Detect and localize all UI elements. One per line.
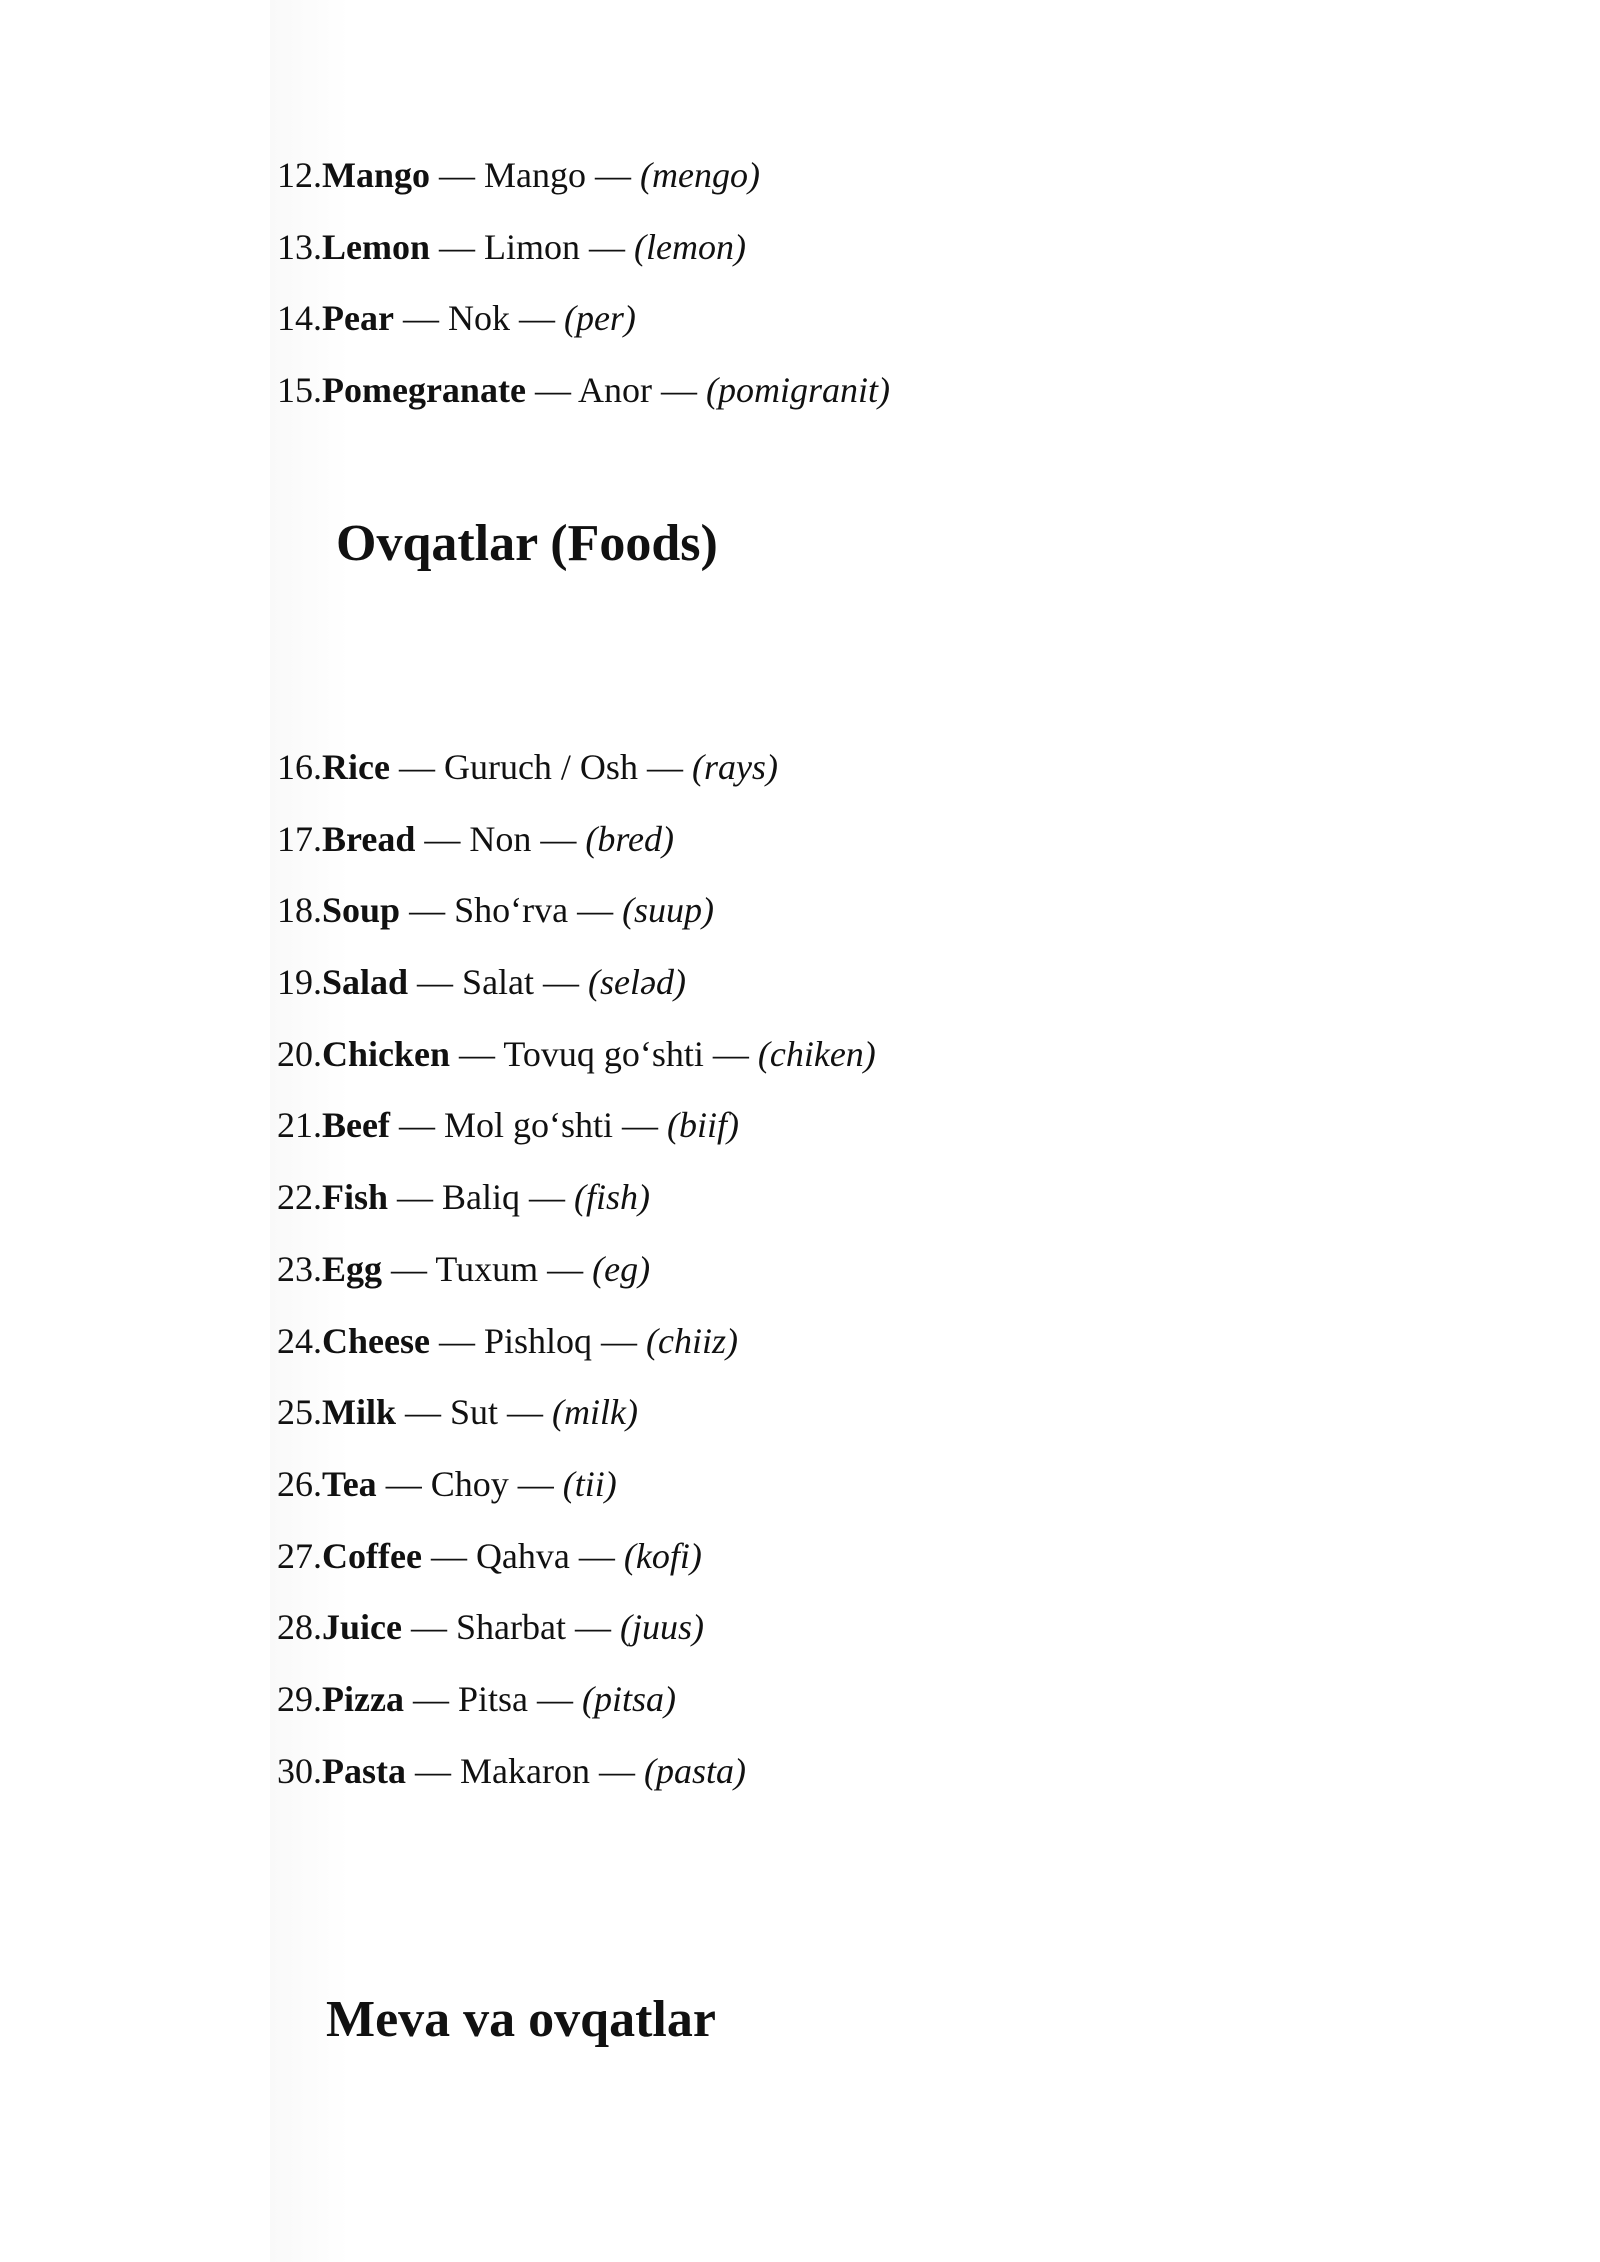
foods-section-heading: Ovqatlar (Foods) <box>336 515 718 572</box>
vocabulary-entry <box>277 1387 876 1459</box>
entry-number: 12. <box>277 155 322 195</box>
separator: — <box>589 1750 644 1791</box>
fruits-and-foods-heading: Meva va ovqatlar <box>326 1991 716 2048</box>
separator: — <box>382 1248 436 1289</box>
pronunciation: (rays) <box>691 747 778 787</box>
entry-number: 15. <box>277 370 322 411</box>
separator: — <box>421 1535 476 1576</box>
uzbek-translation: Sut <box>450 1392 499 1433</box>
separator: — <box>568 890 623 931</box>
pronunciation: (eg) <box>592 1248 651 1289</box>
entry-number: 29. <box>277 1678 322 1719</box>
separator: — <box>534 962 589 1003</box>
entry-number: 13. <box>277 226 322 267</box>
uzbek-translation: Tuxum <box>435 1248 539 1289</box>
separator: — <box>396 1392 451 1433</box>
separator: — <box>612 1105 667 1146</box>
separator: — <box>389 1105 444 1146</box>
vocabulary-entry <box>277 1029 876 1101</box>
separator: — <box>580 226 634 267</box>
english-word: Juice <box>322 1607 402 1648</box>
entry-number: 14. <box>277 298 322 339</box>
english-word: Pomegranate <box>322 370 526 411</box>
english-word: Milk <box>322 1392 397 1433</box>
entry-number: 25. <box>277 1392 322 1433</box>
vocabulary-entry <box>277 1100 876 1172</box>
vocabulary-entry <box>277 1746 876 1818</box>
entry-number: 30. <box>277 1750 322 1791</box>
separator: — <box>508 1463 563 1504</box>
uzbek-translation: Sho‘rva <box>454 890 569 931</box>
separator: — <box>527 1678 582 1719</box>
uzbek-translation: Pitsa <box>457 1678 528 1719</box>
uzbek-translation: Mol go‘shti <box>443 1105 613 1146</box>
english-word: Egg <box>322 1248 383 1289</box>
separator: — <box>415 818 470 859</box>
pronunciation: (per) <box>563 298 636 339</box>
separator: — <box>429 1320 484 1361</box>
english-word: Tea <box>322 1463 377 1504</box>
separator: — <box>592 1320 647 1361</box>
uzbek-translation: Qahva <box>475 1535 570 1576</box>
vocabulary-entry <box>277 1531 876 1603</box>
separator: — <box>498 1392 553 1433</box>
separator: — <box>389 747 444 787</box>
separator: — <box>586 155 640 195</box>
entry-number: 21. <box>277 1105 322 1146</box>
separator: — <box>408 962 463 1003</box>
uzbek-translation: Nok <box>447 298 510 339</box>
entry-number: 23. <box>277 1248 322 1289</box>
pronunciation: (suup) <box>622 890 715 931</box>
uzbek-translation: Pishloq <box>483 1320 593 1361</box>
english-word: Cheese <box>322 1320 430 1361</box>
uzbek-translation: Baliq <box>442 1177 521 1218</box>
separator: — <box>376 1463 431 1504</box>
separator: — <box>406 1750 460 1791</box>
english-word: Soup <box>322 890 401 931</box>
fruits-vocabulary-list <box>277 150 890 437</box>
pronunciation: (fish) <box>574 1177 651 1218</box>
entry-number: 27. <box>277 1535 322 1576</box>
english-word: Beef <box>322 1105 390 1146</box>
english-word: Pasta <box>322 1750 406 1791</box>
pronunciation: (pitsa) <box>581 1678 676 1719</box>
vocabulary-entry <box>277 1172 876 1244</box>
pronunciation: (pasta) <box>643 1750 746 1791</box>
vocabulary-entry <box>277 885 876 957</box>
separator: — <box>531 818 586 859</box>
entry-number: 28. <box>277 1607 322 1648</box>
pronunciation: (mengo) <box>640 155 760 195</box>
separator: — <box>430 155 484 195</box>
entry-number: 17. <box>277 818 322 859</box>
entry-number: 24. <box>277 1320 322 1361</box>
entry-number: 26. <box>277 1463 322 1504</box>
separator: — <box>703 1033 758 1074</box>
separator: — <box>401 1607 456 1648</box>
pronunciation: (biif) <box>666 1105 739 1146</box>
entry-number: 22. <box>277 1177 322 1218</box>
uzbek-translation: Makaron <box>460 1750 590 1791</box>
entry-number: 16. <box>277 747 322 787</box>
vocabulary-entry <box>277 1316 876 1388</box>
uzbek-translation: Choy <box>430 1463 509 1504</box>
uzbek-translation: Mango <box>484 155 586 195</box>
separator: — <box>430 226 484 267</box>
english-word: Fish <box>322 1177 389 1218</box>
separator: — <box>637 747 692 787</box>
pronunciation: (juus) <box>619 1607 704 1648</box>
english-word: Rice <box>322 747 390 787</box>
separator: — <box>509 298 564 339</box>
vocabulary-entry <box>277 1244 876 1316</box>
uzbek-translation: Anor <box>577 370 652 411</box>
vocabulary-entry <box>277 1459 876 1531</box>
vocabulary-entry <box>277 222 890 294</box>
pronunciation: (bred) <box>585 818 674 859</box>
separator: — <box>525 370 578 411</box>
pronunciation: (tii) <box>562 1463 617 1504</box>
entry-number: 20. <box>277 1033 322 1074</box>
english-word: Pear <box>322 298 394 339</box>
english-word: Pizza <box>322 1678 404 1719</box>
vocabulary-entry <box>277 814 876 886</box>
entry-number: 19. <box>277 962 322 1003</box>
pronunciation: (pomigranit) <box>705 370 890 411</box>
vocabulary-entry <box>277 365 890 437</box>
separator: — <box>569 1535 624 1576</box>
separator: — <box>403 1678 458 1719</box>
vocabulary-entry <box>277 1602 876 1674</box>
pronunciation: (chiken) <box>757 1033 876 1074</box>
separator: — <box>565 1607 620 1648</box>
uzbek-translation: Limon <box>484 226 580 267</box>
foods-vocabulary-list <box>277 742 876 1817</box>
separator: — <box>450 1033 504 1074</box>
pronunciation: (lemon) <box>634 226 746 267</box>
pronunciation: (kofi) <box>623 1535 702 1576</box>
uzbek-translation: Tovuq go‘shti <box>503 1033 704 1074</box>
uzbek-translation: Salat <box>462 962 535 1003</box>
pronunciation: (milk) <box>552 1392 639 1433</box>
english-word: Mango <box>322 155 430 195</box>
uzbek-translation: Guruch / Osh <box>443 747 638 787</box>
separator: — <box>520 1177 575 1218</box>
english-word: Chicken <box>322 1033 451 1074</box>
separator: — <box>538 1248 593 1289</box>
separator: — <box>400 890 455 931</box>
pronunciation: (chiiz) <box>646 1320 738 1361</box>
separator: — <box>388 1177 443 1218</box>
separator: — <box>651 370 706 411</box>
pronunciation: (selәd) <box>588 962 686 1003</box>
english-word: Salad <box>322 962 409 1003</box>
english-word: Lemon <box>322 226 430 267</box>
vocabulary-entry <box>277 742 876 814</box>
uzbek-translation: Non <box>469 818 532 859</box>
vocabulary-entry <box>277 293 890 365</box>
vocabulary-entry <box>277 1674 876 1746</box>
vocabulary-entry <box>277 957 876 1029</box>
english-word: Coffee <box>322 1535 422 1576</box>
uzbek-translation: Sharbat <box>455 1607 566 1648</box>
english-word: Bread <box>322 818 416 859</box>
entry-number: 18. <box>277 890 322 931</box>
vocabulary-entry <box>277 150 890 222</box>
separator: — <box>393 298 448 339</box>
